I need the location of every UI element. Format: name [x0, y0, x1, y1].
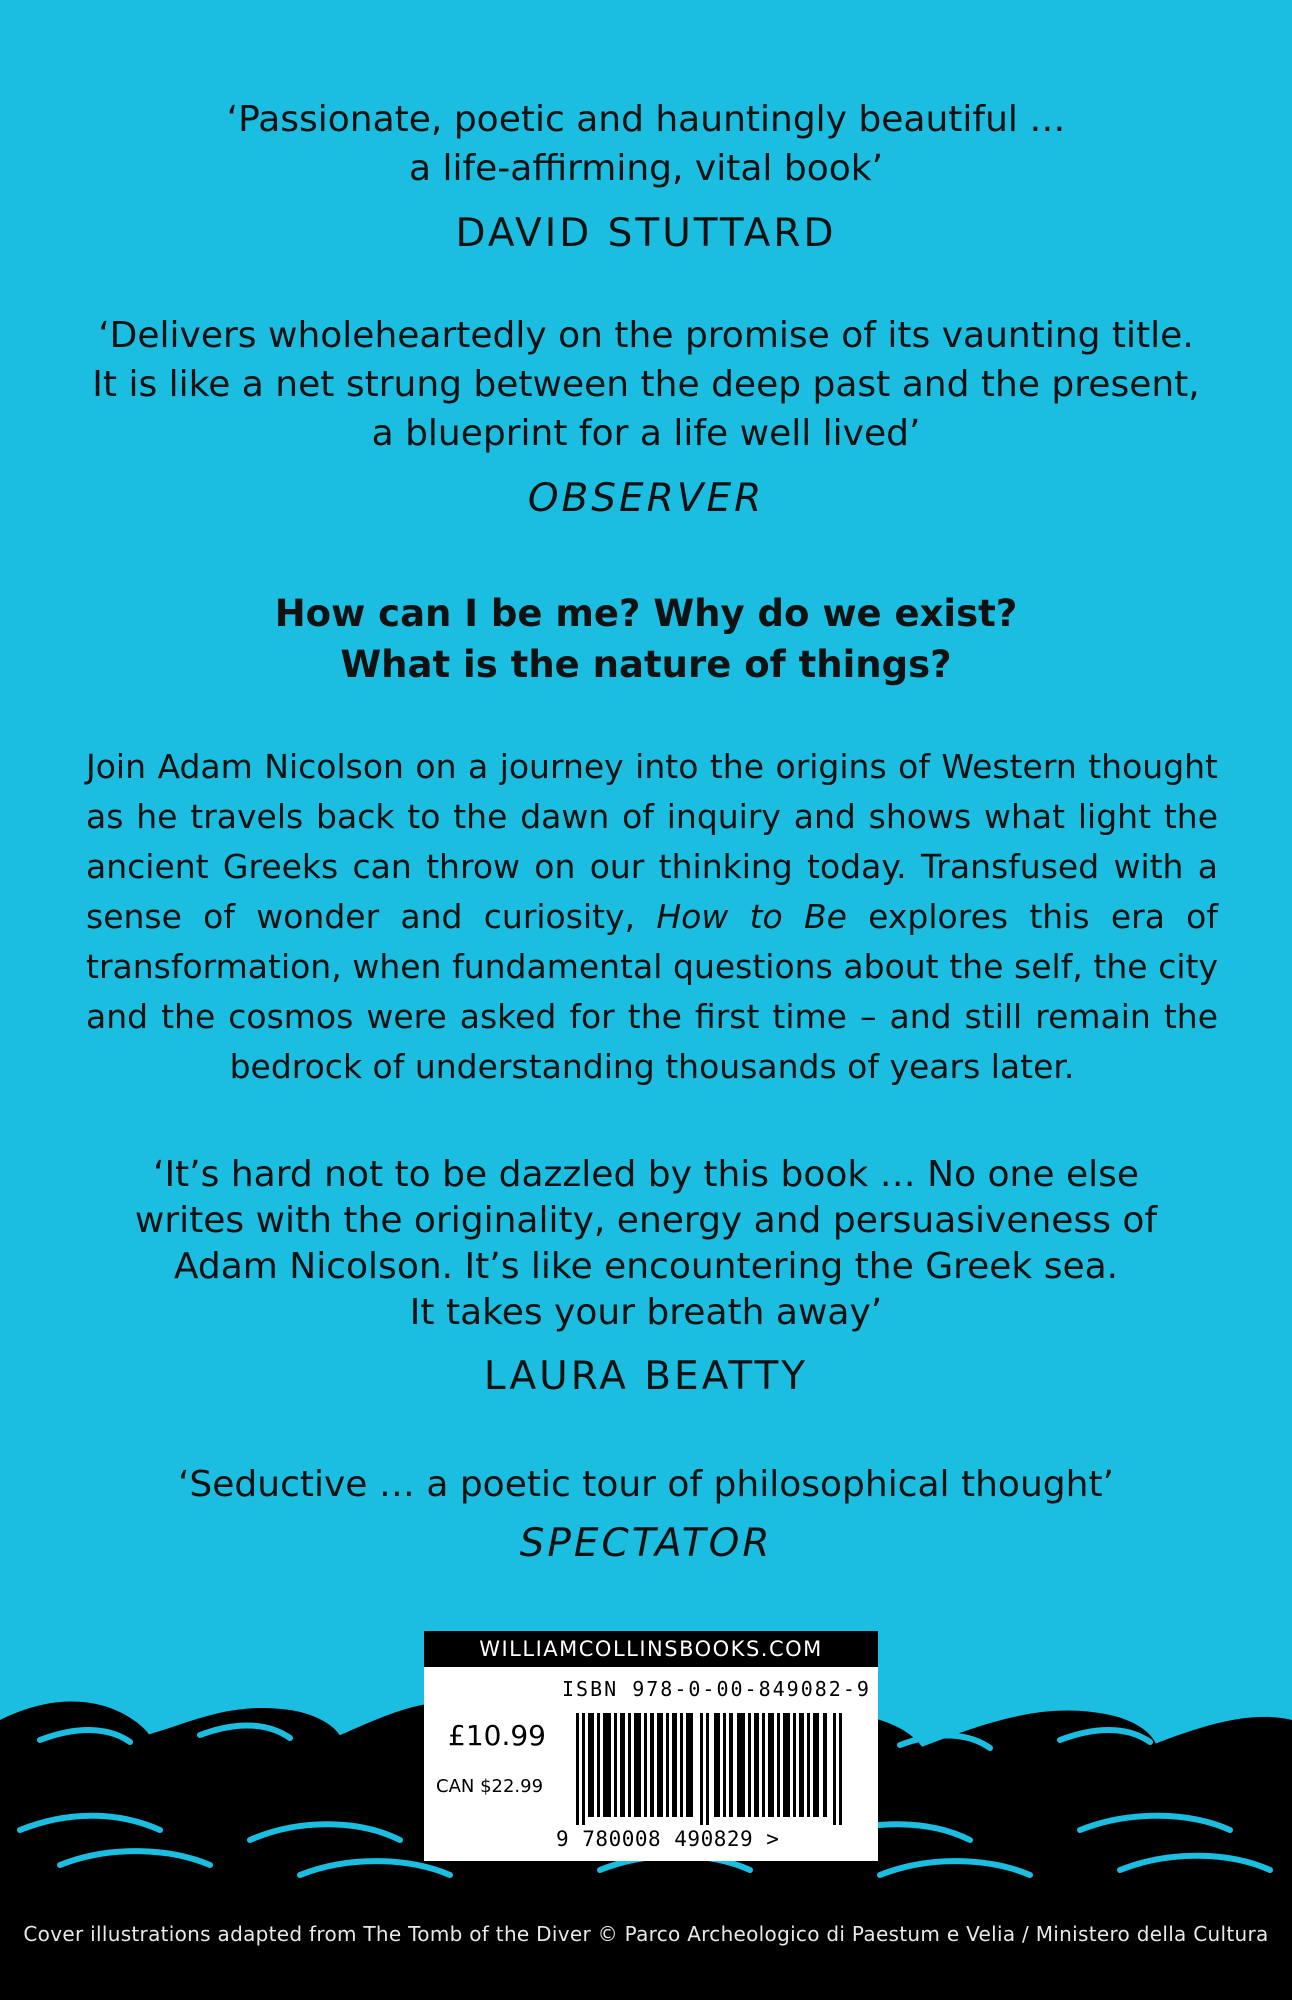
price-gbp: £10.99 — [448, 1719, 546, 1752]
quote-line: ‘It’s hard not to be dazzled by this book … No one else — [153, 1154, 1139, 1195]
quote-line: Adam Nicolson. It’s like encountering the Greek sea. — [173, 1246, 1119, 1287]
quote-line: It is like a net strung between the deep past and the present, — [92, 364, 1200, 405]
review-quote-1 — [0, 95, 1292, 256]
headline-questions — [0, 588, 1292, 690]
quote-line: It takes your breath away’ — [409, 1292, 883, 1333]
headline-line: What is the nature of things? — [340, 643, 952, 686]
review-quote-4 — [0, 1460, 1292, 1566]
headline-line: How can I be me? Why do we exist? — [274, 592, 1018, 635]
quote-attribution: OBSERVER — [527, 476, 765, 521]
quote-attribution: SPECTATOR — [519, 1521, 773, 1566]
book-description — [86, 742, 1218, 1092]
quote-text — [0, 311, 1292, 458]
barcode-digits: 9 780008 490829 > — [556, 1827, 780, 1851]
image-credits: Cover illustrations adapted from The Tomb of the Diver © Parco Archeologico di Paestum e Velia / Ministero della Cultura — [23, 1922, 1269, 1946]
publisher-url: WILLIAMCOLLINSBOOKS.COM — [424, 1631, 878, 1667]
quote-line: ‘Seductive … a poetic tour of philosophical thought’ — [177, 1464, 1115, 1505]
blurb-text-start: Join Adam Nicolson on a journey into the origins of Western thought as he travels back to the dawn of inquiry and shows what light the ancient Greeks can throw on our thinking today. Transfused with a sense of wonder and curiosity, — [86, 747, 1218, 936]
barcode-panel — [424, 1631, 878, 1861]
book-title: How to Be — [656, 897, 847, 936]
quote-text — [0, 1460, 1292, 1509]
quote-line: a blueprint for a life well lived’ — [371, 413, 921, 454]
blurb-text-end: explores this era of transformation, when fundamental questions about the self, the city and the cosmos were asked for the first time – and still remain the bedrock of understanding thousands of years later. — [86, 897, 1218, 1086]
quote-line: writes with the originality, energy and persuasiveness of — [134, 1200, 1158, 1241]
price-can: CAN $22.99 — [436, 1776, 544, 1797]
review-quote-3 — [0, 1152, 1292, 1399]
isbn-number: ISBN 978-0-00-849082-9 — [562, 1677, 871, 1701]
review-quote-2 — [0, 311, 1292, 521]
quote-attribution: LAURA BEATTY — [483, 1354, 809, 1399]
quote-attribution: DAVID STUTTARD — [455, 211, 837, 256]
quote-text — [0, 1152, 1292, 1336]
quote-text — [0, 95, 1292, 193]
barcode-bars — [576, 1713, 842, 1825]
quote-line: ‘Delivers wholeheartedly on the promise of its vaunting title. — [98, 315, 1194, 356]
quote-line: ‘Passionate, poetic and hauntingly beautiful … — [226, 99, 1066, 140]
footer-band — [0, 1900, 1292, 2000]
quote-line: a life-affirming, vital book’ — [408, 148, 884, 189]
